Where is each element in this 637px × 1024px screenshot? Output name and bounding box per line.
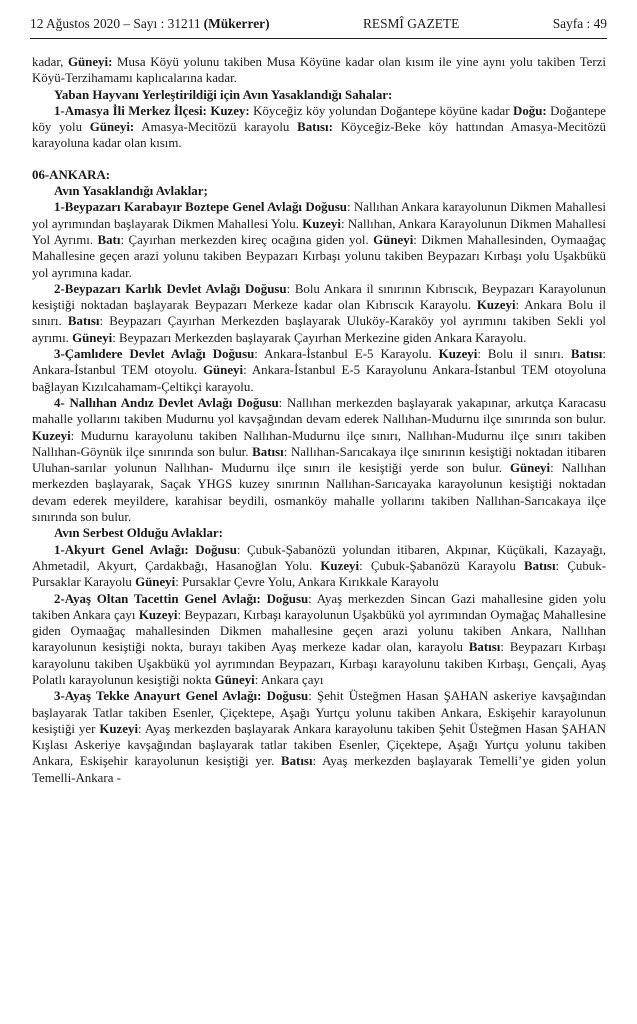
paragraph-camlidere [32, 346, 606, 395]
keyword: 2-Beypazarı Karlık Devlet Avlağı Doğusu [54, 281, 287, 296]
text: kadar, [32, 55, 68, 69]
keyword: Batısı [468, 640, 501, 655]
keyword: 2-Ayaş Oltan Tacettin Genel Avlağı: [54, 591, 261, 606]
keyword: Batı [97, 232, 121, 247]
text: : Ankara çayı [254, 672, 324, 687]
keyword: Kuzeyi [476, 298, 516, 313]
heading: 06-ANKARA: [32, 167, 111, 182]
text: : Beypazarı Çayırhan Merkezden başlayarak Uluköy-Karaköy yol ayrımını takiben Sekli yol ayrımı. [32, 314, 606, 345]
paragraph-nallihan-andiz [32, 395, 606, 525]
keyword: 3-Çamlıdere Devlet Avlağı Doğusu [54, 347, 255, 362]
heading: Avın Yasaklandığı Avlaklar; [54, 184, 208, 199]
heading: Avın Serbest Olduğu Avlaklar: [54, 526, 223, 541]
section-heading-wildlife [32, 87, 606, 103]
text: Köyceğiz-Beke köy hattından Amasya-Mecitözü karayoluna kadar olan kısım. [32, 120, 606, 151]
text: : Ankara-İstanbul E-5 Karayolunu Ankara-İstanbul TEM otoyoluna bağlayan Kızılcahamam-Çeltikçi karayolu. [32, 363, 606, 394]
page-header [30, 16, 607, 32]
keyword: Kuzey: [206, 103, 250, 118]
keyword: Kuzeyi [32, 428, 71, 443]
keyword: Güneyi: [67, 55, 113, 69]
text: : Beypazarı Merkezden başlayarak Çayırhan Merkezine giden Ankara Karayolu. [112, 330, 527, 345]
text: : Beypazarı Kırbaşı karayolunu takiben Uşakbükü yol ayrımından Beypazarı, Kırbaşı karayolunu takiben Kırbaşı, Gençali, Ayaş Polatlı karayolunun kesiştiği nokta [32, 640, 606, 687]
keyword: Batısı: [297, 120, 333, 135]
paragraph-continuation [32, 54, 606, 87]
keyword: Güneyi [214, 672, 255, 687]
keyword: Güneyi [373, 232, 414, 247]
keyword: Doğusu [188, 542, 237, 557]
issue-info [30, 16, 270, 32]
paragraph-akyurt [32, 542, 606, 591]
keyword: Kuzeyi [320, 558, 360, 573]
text: Köyceğiz köy yolundan Doğantepe köyüne kadar [249, 103, 514, 118]
text: : Ayaş merkezden Sincan Gazi mahallesine giden yolu takiben Ankara çayı [32, 591, 606, 622]
keyword: Güneyi [202, 363, 244, 378]
section-heading-free [32, 525, 606, 541]
header-rule [30, 38, 607, 39]
text: : Çubuk-Şabanözü yolundan itibaren, Akpınar, Küçükali, Kazayağı, Ahmetadil, Akyurt, Çardakbağı, Hasanoğlan Yolu. [32, 542, 606, 573]
text: : Ayaş merkezden başlayarak Temelli’ye giden yolun Temelli-Ankara - [32, 754, 606, 785]
keyword: Kuzeyi [302, 216, 341, 231]
text: : Çayırhan merkezden kireç ocağına giden yol. [120, 232, 374, 247]
keyword: Güneyi [509, 461, 551, 476]
paragraph-ayas-oltan [32, 591, 606, 689]
keyword: Doğusu [261, 689, 309, 704]
text: : Ankara-İstanbul E-5 Karayolu. [254, 347, 439, 362]
keyword: Doğusu [260, 591, 309, 606]
keyword: Batısı [67, 314, 100, 329]
keyword: Güneyi [135, 575, 176, 590]
keyword: 4- Nallıhan Andız Devlet Avlağı Doğusu [54, 395, 279, 410]
text: Musa Köyü yolunu takiben Musa Köyüne kadar olan kısım ile yine aynı yolu takiben Terzi Köyü-Terzihamamı kaplıcalarına kadar. [32, 55, 606, 86]
section-heading-banned [32, 183, 606, 199]
province-heading-ankara [32, 167, 606, 183]
keyword: 1-Amasya İli Merkez İlçesi: [54, 103, 207, 118]
gazette-title: RESMÎ GAZETE [362, 16, 460, 31]
text: : Dikmen Mahallesinden, Oymaağaç Mahallesine geçen arazi yolunu takiben Beypazarı Kırbaşı yolunu takiben Beypazarı Kırbaşı yolu Uşakbükü yol ayrımına kadar. [32, 232, 606, 280]
keyword: Batısı [252, 444, 284, 459]
keyword: Güneyi [72, 330, 113, 345]
keyword: Batısı [524, 558, 556, 573]
text: : Nallıhan merkezden başlayarak, Saçak YHGS kuzey sınırının Nallıhan-Sarıcayaka karayolunun kesiştiği noktadan devam ederek meyildere, karahisar beydili, osmanköy mahalle yollarını takiben Nallıhan-Sarıcakaya ilçe sınırında son bulur. [32, 461, 606, 525]
text: : Nallıhan merkezden başlayarak yakapınar, arkutça Karacasu mahalle yollarını takiben Mudurnu yol kavşağından devam ederek Nallıhan-Mudurnu ilçe sınırında son bulur. [32, 395, 606, 427]
text: : Bolu Ankara il sınırının Kıbrıscık, Beypazarı Karayolunun kesiştiği noktadan başlayarak Beypazarı Merkeze kadar olan Kıbrıscık Karayolu. [32, 281, 606, 313]
keyword: Güneyi: [89, 120, 135, 135]
page-content [32, 54, 606, 786]
keyword: 1-Beypazarı Karabayır Boztepe Genel Avlağı Doğusu [54, 200, 347, 215]
text: : Ayaş merkezden başlayarak Ankara karayolunu takiben Şehit Üsteğmen Hasan ŞAHAN Kışlası Askeriye kavşağından başlayarak tatlar takiben Esenler, Çiçektepe, Aşağı Yurtçu yolunu takiben Ankara, Eskişehir karayolunun kesiştiği yer. [32, 721, 606, 769]
keyword: Kuzeyi [99, 721, 139, 736]
keyword: Batısı [570, 347, 603, 362]
paragraph-beypazari-karabayir [32, 199, 606, 280]
text: : Pursaklar Çevre Yolu, Ankara Kırıkkale Karayolu [175, 575, 439, 590]
keyword: 1-Akyurt Genel Avlağı: [54, 542, 189, 557]
text: : Çubuk-Pursaklar Karayolu [32, 558, 606, 590]
text: Amasya-Mecitözü karayolu [134, 120, 298, 135]
text: : Şehit Üsteğmen Hasan ŞAHAN askeriye kavşağından başlayarak Tatlar takiben Esenler, Çiçektepe, Aşağı Yurtçu yolunu takiben Ankara, Eskişehir karayolunun kesiştiği yer [32, 689, 607, 736]
keyword: 3-Ayaş Tekke Anayurt Genel Avlağı: [54, 689, 262, 704]
keyword: Kuzeyi [438, 347, 478, 362]
paragraph-ayas-tekke [32, 688, 606, 786]
text: : Nallıhan, Ankara Karayolunun Dikmen Mahallesi Yol Ayrımı. [32, 216, 606, 247]
keyword: Batısı [281, 754, 313, 769]
text: : Nallıhan Ankara karayolunun Dikmen Mahallesi yol ayrımından başlayarak Dikmen Mahallesi Yolu. [32, 200, 606, 231]
page-number: Sayfa : 49 [552, 16, 607, 31]
keyword: Kuzeyi [138, 607, 178, 622]
text: : Nallıhan-Sarıcakaya ilçe sınırının kesiştiği noktadan itibaren Uluhan-sarılar yolunun Nallıhan- Mudurnu ilçe sınırı ile kesiştiği yerde son bulur. [32, 444, 606, 476]
keyword: Doğu: [513, 103, 547, 118]
text: : Bolu il sınırı. [477, 347, 571, 362]
text: Doğantepe köy yolu [32, 103, 607, 135]
text: : Ankara-İstanbul TEM otoyolu. [32, 347, 606, 378]
text: : Çubuk-Şabanözü Karayolu [359, 558, 525, 573]
paragraph-beypazari-karlik [32, 281, 606, 346]
text: : Ankara Bolu il sınırı. [32, 298, 606, 329]
issue-edition: (Mükerrer) [203, 16, 270, 31]
heading: Yaban Hayvanı Yerleştirildiği için Avın Yasaklandığı Sahalar: [54, 87, 393, 102]
issue-date: 12 Ağustos 2020 – Sayı : 31211 [30, 16, 201, 31]
text: : Beypazarı, Kırbaşı karayolunun Uşakbükü yol ayrımından Oymağaç Mahallesine giden Oymaağaç mahallesinden Dikmen mahallesine geçen arazi yolunu takiben Ankara, Nallıhan karayolunun kesiştiği nokta, burayı takiben Ayaş merkeze kadar olan, karayolu [32, 607, 606, 655]
paragraph-amasya [32, 103, 606, 152]
text: : Mudurnu karayolunu takiben Nallıhan-Mudurnu ilçe sınırı, Nallıhan-Mudurnu ilçe sınırı takiben Nallıhan-Göynük ilçe sınırında son bulur. [32, 428, 606, 459]
